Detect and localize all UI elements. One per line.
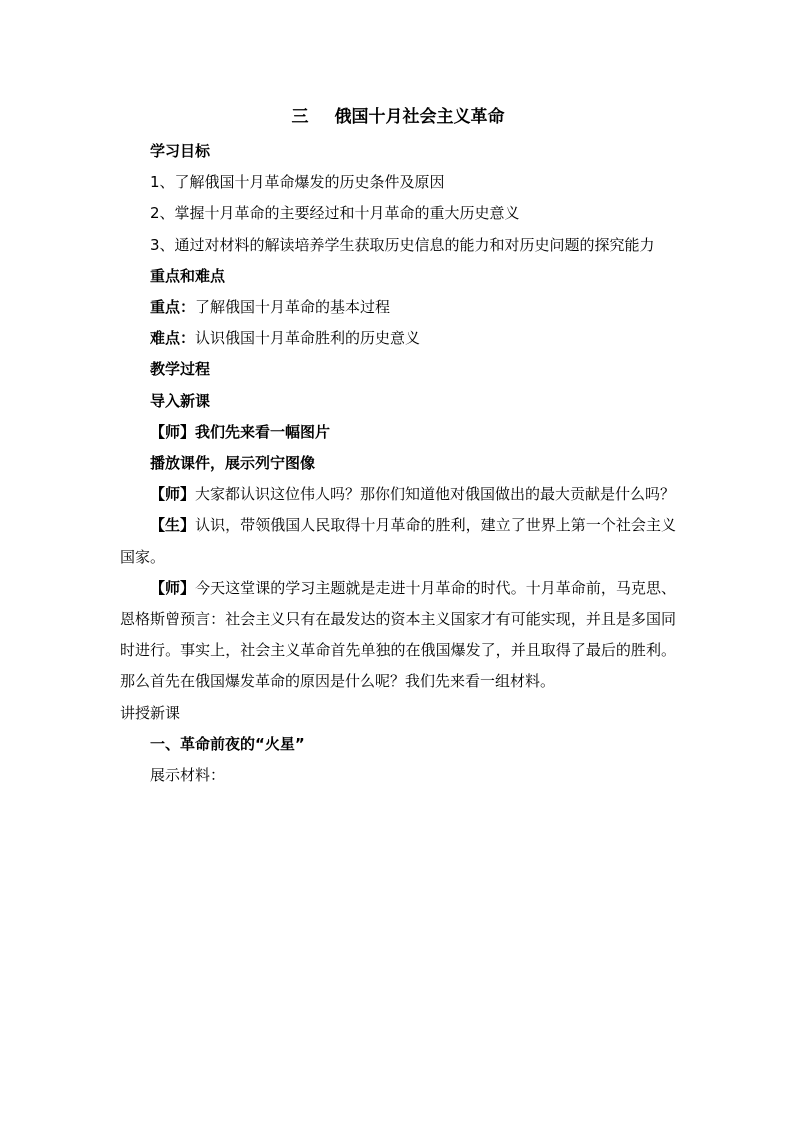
teacher-question-text: 大家都认识这位伟人吗？那你们知道他对俄国做出的最大贡献是什么吗？ [195, 485, 676, 504]
courseware-line: 播放课件，展示列宁图像 [150, 454, 316, 473]
teacher-tag: 【师】 [150, 578, 196, 597]
key-point [120, 292, 676, 323]
teacher-line-1 [120, 417, 676, 448]
teacher-paragraph [120, 573, 676, 698]
diff-label: 难点： [150, 329, 196, 348]
student-tag: 【生】 [150, 516, 196, 535]
teacher-tag: 【师】 [150, 422, 196, 441]
difficult-point [120, 323, 676, 354]
goal-item-3: 3、通过对材料的解读培养学生获取历史信息的能力和对历史问题的探究能力 [150, 235, 655, 254]
teacher-line-1-text: 我们先来看一幅图片 [195, 422, 331, 441]
title-text: 俄国十月社会主义革命 [334, 107, 505, 127]
document-page [120, 100, 676, 791]
process-heading: 教学过程 [150, 360, 211, 379]
student-answer-text: 认识，带领俄国人民取得十月革命的胜利，建立了世界上第一个社会主义国家。 [120, 516, 676, 566]
teacher-tag: 【师】 [150, 485, 196, 504]
goals-heading: 学习目标 [150, 142, 211, 160]
document-title [120, 100, 676, 134]
diff-text: 认识俄国十月革命胜利的历史意义 [195, 329, 421, 348]
material-label: 展示材料： [150, 766, 226, 785]
goal-item-2: 2、掌握十月革命的主要经过和十月革命的重大历史意义 [150, 204, 520, 223]
key-label: 重点： [150, 298, 196, 317]
new-lesson-heading: 讲授新课 [120, 703, 181, 722]
key-text: 了解俄国十月革命的基本过程 [195, 298, 391, 317]
keypoints-heading: 重点和难点 [150, 266, 226, 285]
title-number: 三 [291, 107, 309, 127]
section-1-heading: 一、革命前夜的“火星” [150, 734, 305, 753]
intro-heading: 导入新课 [150, 391, 211, 410]
teacher-question [120, 479, 676, 510]
teacher-paragraph-text: 今天这堂课的学习主题就是走进十月革命的时代。十月革命前，马克思、恩格斯曾预言：社会主义只有在最发达的资本主义国家才有可能实现，并且是多国同时进行。事实上，社会主义革命首先单独的在俄国爆发了，并且取得了最后的胜利。那么首先在俄国爆发革命的原因是什么呢？我们先来看一组材料。 [120, 578, 676, 691]
student-answer [120, 510, 676, 572]
goal-item-1: 1、了解俄国十月革命爆发的历史条件及原因 [150, 173, 445, 192]
